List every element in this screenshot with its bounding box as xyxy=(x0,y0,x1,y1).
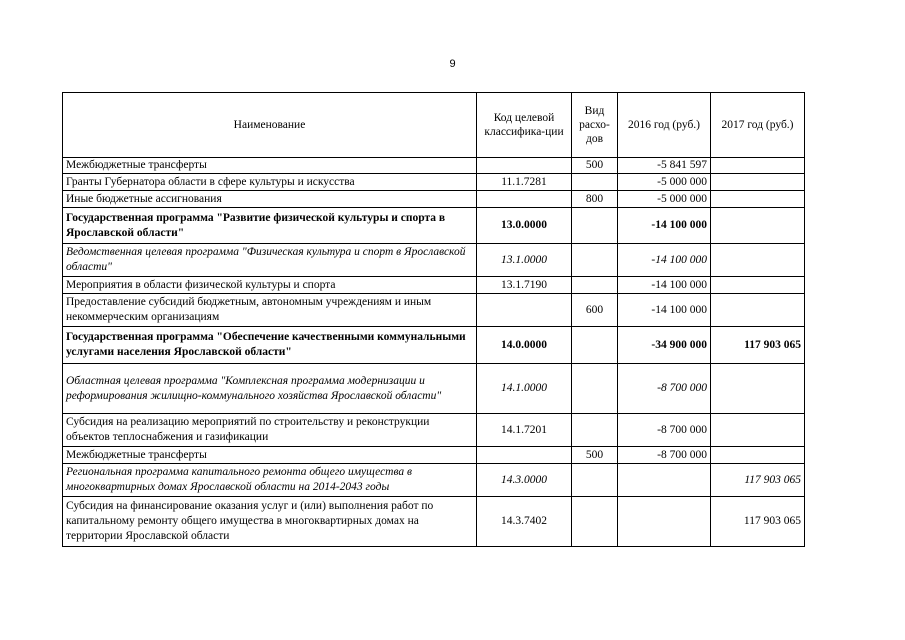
table-row xyxy=(63,327,805,364)
table-row xyxy=(63,191,805,208)
row-code: 14.1.7201 xyxy=(477,414,572,447)
row-amount-2017 xyxy=(711,158,805,174)
row-code: 13.0.0000 xyxy=(477,208,572,244)
row-code xyxy=(477,191,572,208)
row-amount-2017 xyxy=(711,447,805,464)
row-code xyxy=(477,294,572,327)
row-expense-kind: 500 xyxy=(572,158,618,174)
row-amount-2017 xyxy=(711,277,805,294)
header-kind: Вид расхо-дов xyxy=(572,93,618,158)
header-code: Код целевой классифика-ции xyxy=(477,93,572,158)
budget-table xyxy=(62,92,805,547)
row-expense-kind: 800 xyxy=(572,191,618,208)
row-name: Гранты Губернатора области в сфере культуры и искусства xyxy=(63,174,477,191)
row-code: 14.0.0000 xyxy=(477,327,572,364)
row-amount-2017 xyxy=(711,208,805,244)
row-code: 14.1.0000 xyxy=(477,364,572,414)
row-expense-kind xyxy=(572,244,618,277)
row-name: Государственная программа "Обеспечение качественными коммунальными услугами населения Ярославской области" xyxy=(63,327,477,364)
row-expense-kind xyxy=(572,327,618,364)
row-amount-2016: -8 700 000 xyxy=(618,414,711,447)
row-name: Межбюджетные трансферты xyxy=(63,158,477,174)
row-name: Субсидия на реализацию мероприятий по строительству и реконструкции объектов теплоснабжения и газификации xyxy=(63,414,477,447)
row-code: 14.3.0000 xyxy=(477,464,572,497)
row-name: Иные бюджетные ассигнования xyxy=(63,191,477,208)
table-row xyxy=(63,244,805,277)
row-amount-2016: -34 900 000 xyxy=(618,327,711,364)
row-name: Субсидия на финансирование оказания услуг и (или) выполнения работ по капитальному ремонту общего имущества в многоквартирных домах на территории Ярославской области xyxy=(63,497,477,547)
row-expense-kind xyxy=(572,497,618,547)
row-expense-kind: 600 xyxy=(572,294,618,327)
row-expense-kind: 500 xyxy=(572,447,618,464)
row-amount-2016: -14 100 000 xyxy=(618,294,711,327)
row-amount-2016: -8 700 000 xyxy=(618,447,711,464)
row-name: Мероприятия в области физической культуры и спорта xyxy=(63,277,477,294)
row-name: Государственная программа "Развитие физической культуры и спорта в Ярославской области" xyxy=(63,208,477,244)
row-amount-2016 xyxy=(618,464,711,497)
row-code: 14.3.7402 xyxy=(477,497,572,547)
row-amount-2016: -14 100 000 xyxy=(618,277,711,294)
row-amount-2016 xyxy=(618,497,711,547)
row-code: 11.1.7281 xyxy=(477,174,572,191)
row-amount-2016: -5 000 000 xyxy=(618,191,711,208)
table-row xyxy=(63,364,805,414)
page-number: 9 xyxy=(449,58,456,70)
row-amount-2017 xyxy=(711,364,805,414)
row-amount-2017: 117 903 065 xyxy=(711,497,805,547)
row-code xyxy=(477,447,572,464)
header-2016: 2016 год (руб.) xyxy=(618,93,711,158)
row-amount-2016: -14 100 000 xyxy=(618,208,711,244)
table-row xyxy=(63,208,805,244)
row-amount-2016: -5 000 000 xyxy=(618,174,711,191)
row-amount-2017 xyxy=(711,191,805,208)
row-name: Предоставление субсидий бюджетным, автономным учреждениям и иным некоммерческим организациям xyxy=(63,294,477,327)
table-row xyxy=(63,447,805,464)
row-amount-2017 xyxy=(711,414,805,447)
table-row xyxy=(63,277,805,294)
row-code: 13.1.7190 xyxy=(477,277,572,294)
header-name: Наименование xyxy=(63,93,477,158)
row-expense-kind xyxy=(572,464,618,497)
row-amount-2017: 117 903 065 xyxy=(711,327,805,364)
row-expense-kind xyxy=(572,364,618,414)
row-amount-2016: -5 841 597 xyxy=(618,158,711,174)
row-amount-2017 xyxy=(711,174,805,191)
row-name: Региональная программа капитального ремонта общего имущества в многоквартирных домах Ярославской области на 2014-2043 годы xyxy=(63,464,477,497)
row-name: Областная целевая программа "Комплексная программа модернизации и реформирования жилищно-коммунального хозяйства Ярославской области" xyxy=(63,364,477,414)
table-row xyxy=(63,174,805,191)
table-row xyxy=(63,294,805,327)
row-amount-2017: 117 903 065 xyxy=(711,464,805,497)
table-row xyxy=(63,158,805,174)
header-2017: 2017 год (руб.) xyxy=(711,93,805,158)
row-name: Ведомственная целевая программа "Физическая культура и спорт в Ярославской области" xyxy=(63,244,477,277)
row-amount-2016: -14 100 000 xyxy=(618,244,711,277)
table-row xyxy=(63,497,805,547)
row-name: Межбюджетные трансферты xyxy=(63,447,477,464)
row-code: 13.1.0000 xyxy=(477,244,572,277)
table-row xyxy=(63,414,805,447)
row-expense-kind xyxy=(572,174,618,191)
row-amount-2016: -8 700 000 xyxy=(618,364,711,414)
row-expense-kind xyxy=(572,277,618,294)
row-amount-2017 xyxy=(711,294,805,327)
row-expense-kind xyxy=(572,208,618,244)
row-code xyxy=(477,158,572,174)
table-row xyxy=(63,464,805,497)
row-amount-2017 xyxy=(711,244,805,277)
row-expense-kind xyxy=(572,414,618,447)
table-header-row xyxy=(63,93,805,158)
